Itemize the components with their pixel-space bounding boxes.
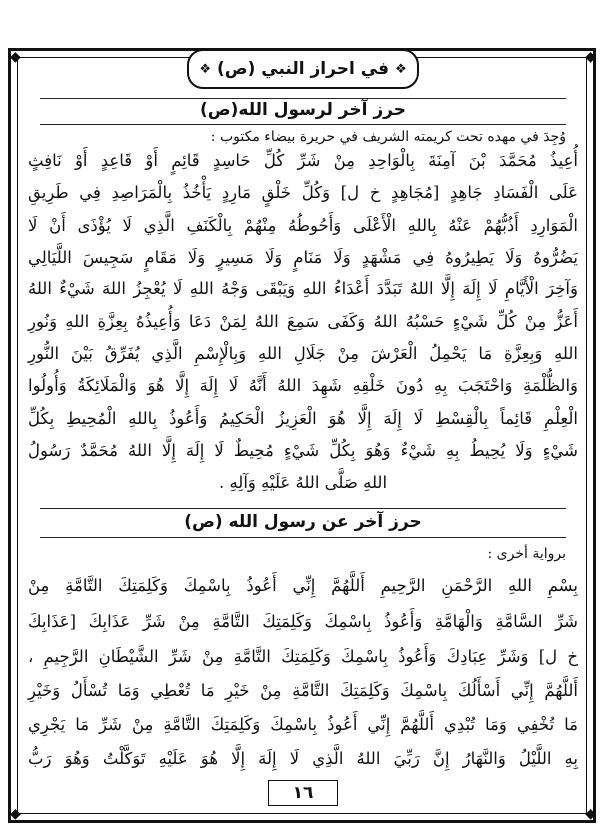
text-line: الْمَوَارِدِ أَذُبُّهُمْ عَنْهُ بِاللهِ الْأَعْلَى وَأَحُوطُهُ مِنْهُمْ بِالْكَنَفِ الَّذِي لَا يُؤْذَى أَنْ لَا	[28, 216, 578, 235]
corner-ornament-icon: ◆	[585, 49, 596, 65]
text-line: خ ل] وَشَرِّ عِبَادِكَ وَأَعُوذُ بِاسْمِكَ وَكَلِمَتِكَ التَّامَّةِ مِنْ شَرِّ الشَّيْطَانِ الرَّجِيمِ ،	[28, 647, 578, 666]
heading-rule-top	[40, 98, 566, 99]
text-line: وَآخِرَ الْأَيَّامِ لَا إِلَهَ إِلَّا اللهُ تَبَدَّدَ أَعْدَاءُ اللهِ وَيَبْقَى وَجْهُ اللهِ لَا يُعْجِزُ اللهَ شَيْءٌ اللهُ	[28, 279, 578, 298]
ornament-icon: ❖	[199, 61, 211, 77]
text-line: اللهِ وَبِعِزَّةِ مَا يَحْمِلُ الْعَرْشَ مِنْ جَلَالِ اللهِ وَبِالْإِسْمِ الَّذِي يُفَرِّقُ بَيْنَ النُّورِ	[28, 344, 578, 363]
section-heading: حرز آخر لرسول الله(ص)	[200, 100, 406, 120]
running-header	[187, 49, 419, 89]
running-header-title: في احراز النبي (ص)	[216, 59, 390, 79]
text-line: بِسْمِ اللهِ الرَّحْمَنِ الرَّحِيمِ أَللَّهُمَّ إِنِّي أَعُوذُ بِاسْمِكَ وَكَلِمَتِكَ التَّامَّةِ مِنْ	[28, 576, 578, 595]
text-line: يَضُرُّوهُ وَلَا يَطِيرُوهُ فِي مَشْهَدٍ وَلَا مَنَامٍ وَلَا مَسِيرٍ وَلَا مَقَامٍ سَجِيسَ اللَّيَالِي	[28, 248, 578, 267]
page-number: ١٦	[268, 780, 338, 806]
text-line: أُعِيذُ مُحَمَّدَ بْنَ آمِنَةَ بِالْوَاحِدِ مِنْ شَرِّ كُلِّ حَاسِدٍ قَائِمٍ أَوْ قَاعِدٍ أَوْ نَافِثٍ	[28, 151, 578, 170]
text-line: شَيْءٍ وَلَا يُحِيطُ بِهِ شَيْءٌ وَهُوَ بِكُلِّ شَيْءٍ مُحِيطٌ لَا إِلَهَ إِلَّا اللهُ مُحَمَّدٌ رَسُولُ	[28, 441, 578, 460]
corner-ornament-icon: ◆	[10, 806, 21, 822]
section-intro: وُجِدَ في مهده تحت كريمته الشريف في حريرة بيضاء مكتوب :	[210, 129, 566, 145]
text-line: الْعِلْمِ قَائِماً بِالْقِسْطِ لَا إِلَهَ إِلَّا هُوَ الْعَزِيزُ الْحَكِيمُ وَأَعُوذُ بِاللهِ الْمُحِيطِ بِكُلِّ	[28, 409, 578, 428]
section-intro: برواية أخرى :	[487, 546, 566, 562]
heading-rule-bottom	[40, 124, 566, 125]
text-line: أَللَّهُمَّ إِنِّي أَسْأَلُكَ بِاسْمِكَ وَكَلِمَتِكَ التَّامَّةِ مِنْ خَيْرِ مَا تُعْطِي وَمَا تُسْأَلُ وَخَيْرِ	[28, 681, 578, 700]
text-line: شَرِّ السَّامَّةِ وَالْهَامَّةِ وَأَعُوذُ بِاسْمِكَ وَكَلِمَتِكَ التَّامَّةِ مِنْ شَرِّ عَذَابِكَ [عَذَابِكَ	[28, 612, 578, 631]
ornament-icon: ❖	[395, 61, 407, 77]
heading-rule-bottom	[40, 537, 566, 538]
text-line: عَلَى الْفَسَادِ جَاهِدٍ [مُجَاهِدٍ خ ل] وَكُلِّ خَلْقٍ مَارِدٍ يَأْخُذُ بِالْمَرَاصِدِ فِي طَرِيقِ	[28, 183, 578, 202]
text-line: مَا تُخْفِي وَمَا تُبْدِي أَللَّهُمَّ إِنِّي أَعُوذُ بِاسْمِكَ وَكَلِمَتِكَ التَّامَّةِ مِنْ شَرِّ مَا يَجْرِي	[28, 715, 578, 734]
section-heading: حرز آخر عن رسول الله (ص)	[184, 512, 422, 532]
text-line: أَعَزُّ مِنْ كُلِّ شَيْءٍ حَسْبُهُ اللهُ وَكَفَى سَمِعَ اللهُ لِمَنْ دَعَا وَأُعِيذُهُ بِعِزَّةِ اللهِ وَنُورِ	[28, 312, 578, 331]
corner-ornament-icon: ◆	[585, 806, 596, 822]
text-line: اللهِ صَلَّى اللهُ عَلَيْهِ وَآلِهِ .	[218, 473, 388, 492]
text-line: وَالظُّلْمَةِ وَاحْتَجَبَ بِهِ دُونَ خَلْقِهِ شَهِدَ اللهُ أَنَّهُ لَا إِلَهَ إِلَّا هُوَ وَالْمَلَائِكَةُ وَأُولُوا	[28, 376, 578, 395]
heading-rule-top	[40, 508, 566, 509]
text-line: بِهِ اللَّيْلُ وَالنَّهَارُ إِنَّ رَبِّيَ اللهُ الَّذِي لَا إِلَهَ إِلَّا هُوَ عَلَيْهِ تَوَكَّلْتُ وَهُوَ رَبُّ	[28, 749, 578, 768]
corner-ornament-icon: ◆	[10, 49, 21, 65]
